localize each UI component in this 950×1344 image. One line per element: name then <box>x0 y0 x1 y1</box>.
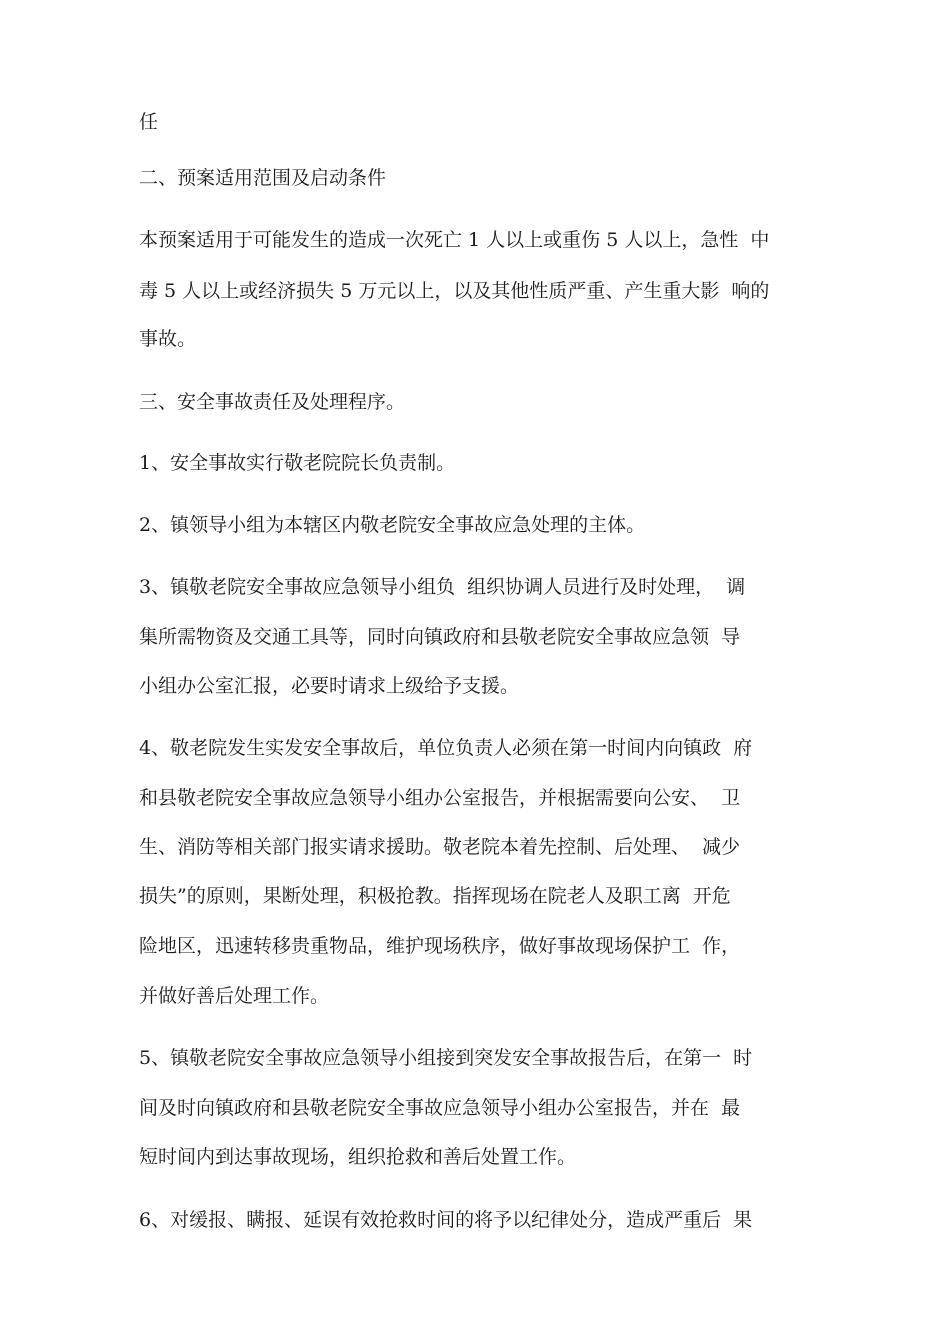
list-item-4-line: 4、敬老院发生实发安全事故后，单位负责人必须在第一时间内向镇政 府 <box>139 737 753 759</box>
paragraph-line: 本预案适用于可能发生的造成一次死亡 1 人以上或重伤 5 人以上，急性 中 <box>139 229 770 251</box>
list-item-2: 2、镇领导小组为本辖区内敬老院安全事故应急处理的主体。 <box>139 514 646 536</box>
section-heading-2: 二、预案适用范围及启动条件 <box>139 167 387 189</box>
list-item-3-line: 集所需物资及交通工具等，同时向镇政府和县敬老院安全事故应急领 导 <box>139 626 741 648</box>
list-item-4-line: 损失”的原则，果断处理，积极抢教。指挥现场在院老人及职工离 开危 <box>139 885 731 907</box>
list-item-4-line: 生、消防等相关部门报实请求援助。敬老院本着先控制、后处理、 减少 <box>139 836 741 858</box>
list-item-1: 1、安全事故实行敬老院院长负责制。 <box>139 452 456 474</box>
text-line-continuation: 任 <box>139 111 159 133</box>
list-item-5-line: 5、镇敬老院安全事故应急领导小组接到突发安全事故报告后，在第一 时 <box>139 1047 753 1069</box>
section-heading-3: 三、安全事故责任及处理程序。 <box>139 391 406 413</box>
list-item-3-line: 小组办公室汇报，必要时请求上级给予支援。 <box>139 675 520 697</box>
list-item-5-line: 间及时向镇政府和县敬老院安全事故应急领导小组办公室报告，并在 最 <box>139 1097 741 1119</box>
list-item-3-line: 3、镇敬老院安全事故应急领导小组负 组织协调人员进行及时处理， 调 <box>139 576 746 598</box>
list-item-4-line: 和县敬老院安全事故应急领导小组办公室报告，并根据需要向公安、 卫 <box>139 787 741 809</box>
list-item-4-line: 并做好善后处理工作。 <box>139 985 330 1007</box>
paragraph-line: 事故。 <box>139 328 197 350</box>
paragraph-line: 毒 5 人以上或经济损失 5 万元以上，以及其他性质严重、产生重大影 响的 <box>139 280 770 302</box>
list-item-6-line: 6、对缓报、瞒报、延误有效抢救时间的将予以纪律处分，造成严重后 果 <box>139 1209 753 1231</box>
list-item-5-line: 短时间内到达事故现场，组织抢救和善后处置工作。 <box>139 1146 577 1168</box>
list-item-4-line: 险地区，迅速转移贵重物品，维护现场秩序，做好事故现场保护工 作， <box>139 935 741 957</box>
